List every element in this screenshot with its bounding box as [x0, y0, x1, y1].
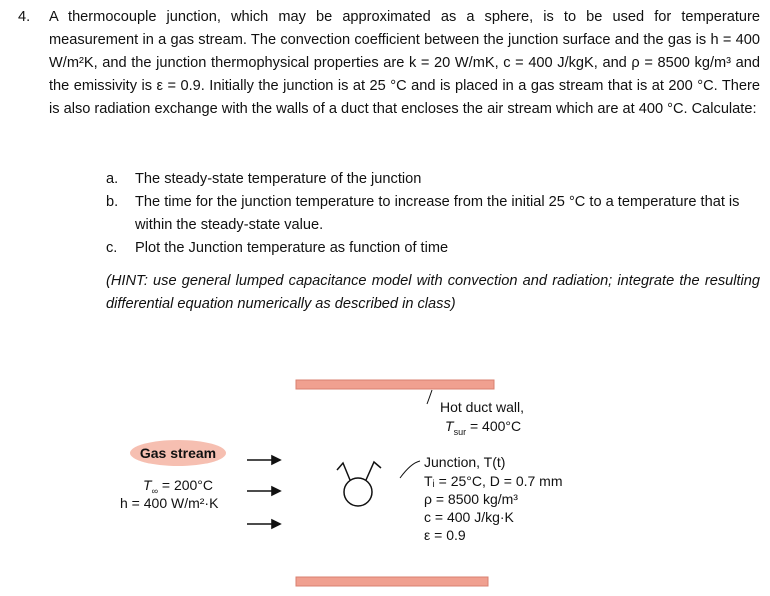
- task-label: c.: [106, 240, 118, 256]
- junction-sphere: [337, 462, 381, 506]
- duct-wall-label: Hot duct wall,: [440, 399, 525, 415]
- duct-wall-top: [296, 380, 494, 389]
- junction-specific-heat: c = 400 J/kg·K: [424, 509, 514, 525]
- task-label: b.: [106, 194, 119, 210]
- task-text: Plot the Junction temperature as function of time: [135, 240, 449, 256]
- task-text: The time for the junction temperature to increase from the initial 25 °C to a temperature that is within the steady-state value.: [135, 194, 740, 233]
- task-label: a.: [106, 171, 119, 187]
- duct-leader-line: [427, 390, 432, 404]
- junction-leader-line: [400, 461, 420, 478]
- duct-wall-temperature: [445, 418, 521, 437]
- duct-T-subscript: sur: [453, 427, 467, 437]
- hint-text: (HINT: use general lumped capacitance model with convection and radiation; integrate the resulting differential equation numerically as described in class): [106, 273, 760, 312]
- junction-initial-and-diameter: Tᵢ = 25°C, D = 0.7 mm: [424, 473, 563, 489]
- gas-T-symbol: T: [143, 477, 152, 493]
- gas-stream-label: Gas stream: [139, 445, 217, 461]
- junction-emissivity: ε = 0.9: [424, 527, 466, 543]
- gas-h: h = 400 W/m²·K: [120, 495, 219, 511]
- gas-temperature: [143, 477, 213, 496]
- gas-T-value: = 200°C: [157, 477, 214, 493]
- problem-text: A thermocouple junction, which may be approximated as a sphere, is to be used for temperature measurement in a gas stream. The convection coefficient between the junction surface and the gas is h = 400 W/m²K, and the junction thermophysical properties are k = 20 W/mK, c = 400 J/kgK, and ρ = 8500 kg/m³ and the emissivity is ε = 0.9. Initially the junction is at 25 °C and is placed in a gas stream that is at 200 °C. There is also radiation exchange with the walls of a duct that encloses the air stream which are at 400 °C. Calculate:: [49, 9, 760, 117]
- gas-T-subscript: ∞: [151, 486, 158, 496]
- duct-T-symbol: T: [445, 418, 454, 434]
- task-text: The steady-state temperature of the junction: [135, 171, 422, 187]
- junction-density: ρ = 8500 kg/m³: [424, 491, 518, 507]
- duct-T-value: = 400°C: [466, 418, 522, 434]
- flow-arrows: [247, 456, 280, 528]
- problem-number: 4.: [18, 9, 31, 25]
- duct-wall-bottom: [296, 577, 488, 586]
- junction-label: Junction, T(t): [424, 454, 506, 470]
